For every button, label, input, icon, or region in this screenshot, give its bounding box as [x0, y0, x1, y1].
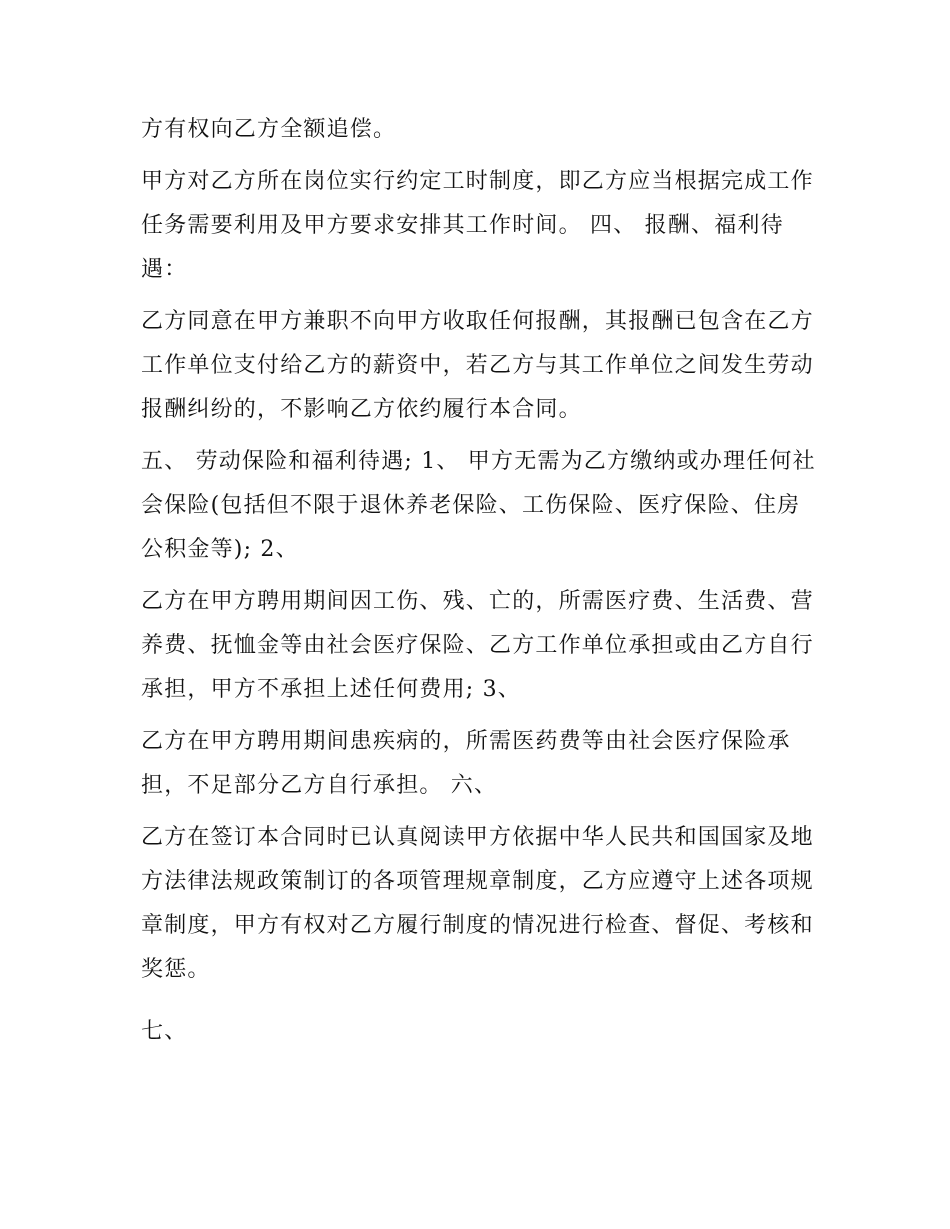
paragraph-3: 乙方同意在甲方兼职不向甲方收取任何报酬，其报酬已包含在乙方工作单位支付给乙方的薪资中，若乙方与其工作单位之间发生劳动报酬纠纷的，不影响乙方依约履行本合同。 [141, 309, 814, 422]
paragraph-4: 五、 劳动保险和福利待遇; 1、 甲方无需为乙方缴纳或办理任何社会保险(包括但不限于退休养老保险、工伤保险、医疗保险、住房公积金等); 2、 [141, 449, 816, 562]
paragraph-1: 方有权向乙方全额追偿。 [141, 117, 397, 142]
paragraph-5: 乙方在甲方聘用期间因工伤、残、亡的，所需医疗费、生活费、营养费、抚恤金等由社会医疗保险、乙方工作单位承担或由乙方自行承担，甲方不承担上述任何费用; 3、 [141, 589, 814, 702]
paragraph-6: 乙方在甲方聘用期间患疾病的，所需医药费等由社会医疗保险承担，不足部分乙方自行承担。 六、 [141, 729, 791, 798]
paragraph-7: 乙方在签订本合同时已认真阅读甲方依据中华人民共和国国家及地方法律法规政策制订的各项管理规章制度，乙方应遵守上述各项规章制度，甲方有权对乙方履行制度的情况进行检查、督促、考核和奖惩。 [141, 825, 814, 982]
document-body [141, 108, 821, 1062]
paragraph-8: 七、 [141, 1019, 188, 1044]
paragraph-2: 甲方对乙方所在岗位实行约定工时制度，即乙方应当根据完成工作任务需要利用及甲方要求安排其工作时间。 四、 报酬、福利待遇： [141, 169, 814, 282]
